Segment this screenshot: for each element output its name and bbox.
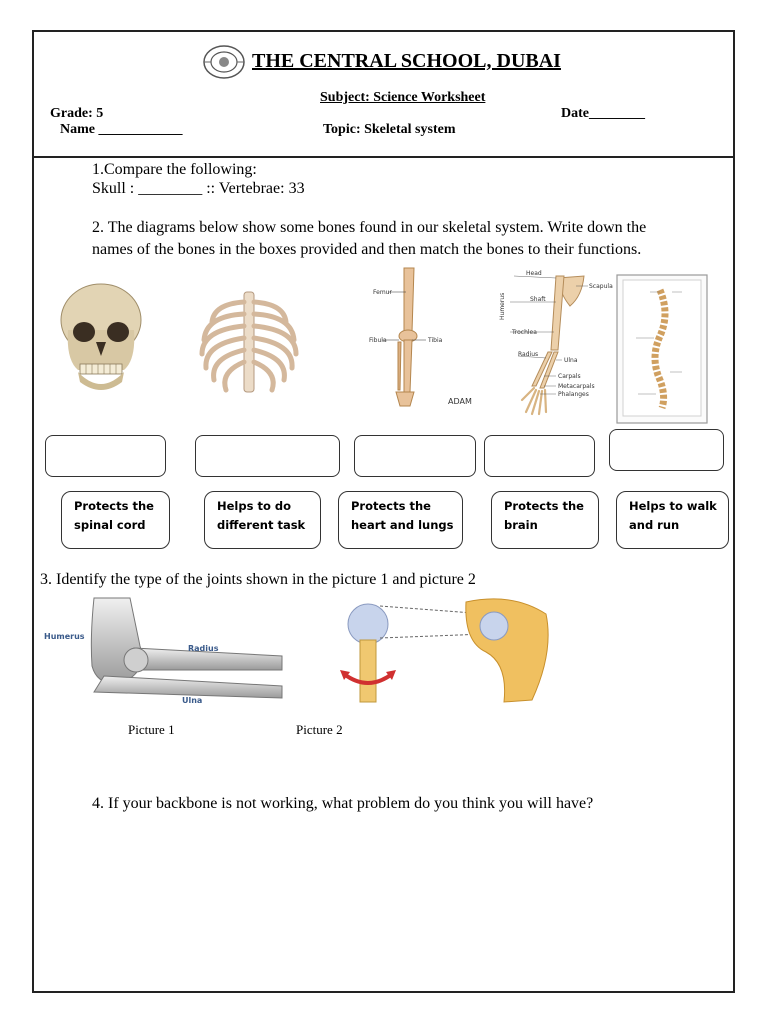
ribcage-answer-box[interactable] — [195, 435, 340, 477]
picture-1-caption: Picture 1 — [128, 722, 175, 737]
function-text: and run — [629, 518, 680, 532]
carpals-label: Carpals — [558, 373, 581, 380]
ribcage-image — [196, 288, 302, 402]
arm-bones-image — [496, 266, 612, 416]
question-1-analogy: Skull : ________ :: Vertebrae: 33 — [92, 180, 305, 197]
shaft-label: Shaft — [530, 296, 546, 303]
femur-label: Femur — [373, 289, 392, 296]
question-4-prompt: 4. If your backbone is not working, what problem do you think you will have? — [92, 795, 594, 812]
shoulder-joint-image — [336, 592, 554, 708]
skull-answer-box[interactable] — [45, 435, 166, 477]
name-field: Name ____________ — [60, 122, 183, 137]
ulna-joint-label: Ulna — [182, 696, 203, 705]
phalanges-label: Phalanges — [558, 391, 589, 398]
leg-bones-answer-box[interactable] — [354, 435, 476, 477]
function-box-spinal-cord[interactable] — [61, 491, 170, 549]
ulna-label: Ulna — [564, 357, 578, 364]
function-box-different-task[interactable] — [204, 491, 321, 549]
spine-answer-box[interactable] — [609, 429, 724, 471]
fibula-label: Fibula — [369, 337, 387, 344]
leg-bones-image — [368, 266, 478, 408]
function-text: heart and lungs — [351, 518, 454, 532]
date-field: Date________ — [561, 106, 645, 121]
humerus-joint-label: Humerus — [44, 632, 85, 641]
function-text: brain — [504, 518, 538, 532]
picture-2-caption: Picture 2 — [296, 722, 343, 737]
function-text: Protects the — [504, 499, 584, 513]
question-3-prompt: 3. Identify the type of the joints shown in the picture 1 and picture 2 — [40, 571, 476, 588]
function-text: different task — [217, 518, 306, 532]
grade-label: Grade: 5 — [50, 106, 104, 121]
function-box-walk-run[interactable] — [616, 491, 729, 549]
function-text: Protects the — [74, 499, 154, 513]
question-2-line-2: names of the bones in the boxes provided and then match the bones to their functions. — [92, 241, 642, 258]
question-2-line-1: 2. The diagrams below show some bones found in our skeletal system. Write down the — [92, 219, 647, 236]
function-text: Helps to walk — [629, 499, 717, 513]
metacarpals-label: Metacarpals — [558, 383, 595, 390]
function-box-brain[interactable] — [491, 491, 599, 549]
scapula-label: Scapula — [589, 283, 613, 290]
tibia-label: Tibia — [428, 337, 443, 344]
trochlea-label: Trochlea — [512, 329, 537, 336]
function-text: Helps to do — [217, 499, 291, 513]
skull-image — [56, 280, 146, 400]
school-logo-icon — [202, 44, 246, 80]
function-box-heart-lungs[interactable] — [338, 491, 463, 549]
arm-bones-answer-box[interactable] — [484, 435, 595, 477]
question-1-prompt: 1.Compare the following: — [92, 161, 257, 178]
radius-joint-label: Radius — [188, 644, 219, 653]
head-label: Head — [526, 270, 542, 277]
radius-label: Radius — [518, 351, 539, 358]
spine-image — [616, 274, 708, 424]
elbow-joint-image — [44, 596, 294, 708]
function-text: spinal cord — [74, 518, 146, 532]
topic-label: Topic: Skeletal system — [323, 122, 456, 137]
school-name: THE CENTRAL SCHOOL, DUBAI — [252, 50, 561, 72]
header-divider — [32, 156, 735, 158]
function-text: Protects the — [351, 499, 431, 513]
adam-label: ADAM — [448, 397, 472, 406]
humerus-label: Humerus — [499, 292, 506, 320]
subject-label: Subject: Science Worksheet — [320, 90, 486, 105]
